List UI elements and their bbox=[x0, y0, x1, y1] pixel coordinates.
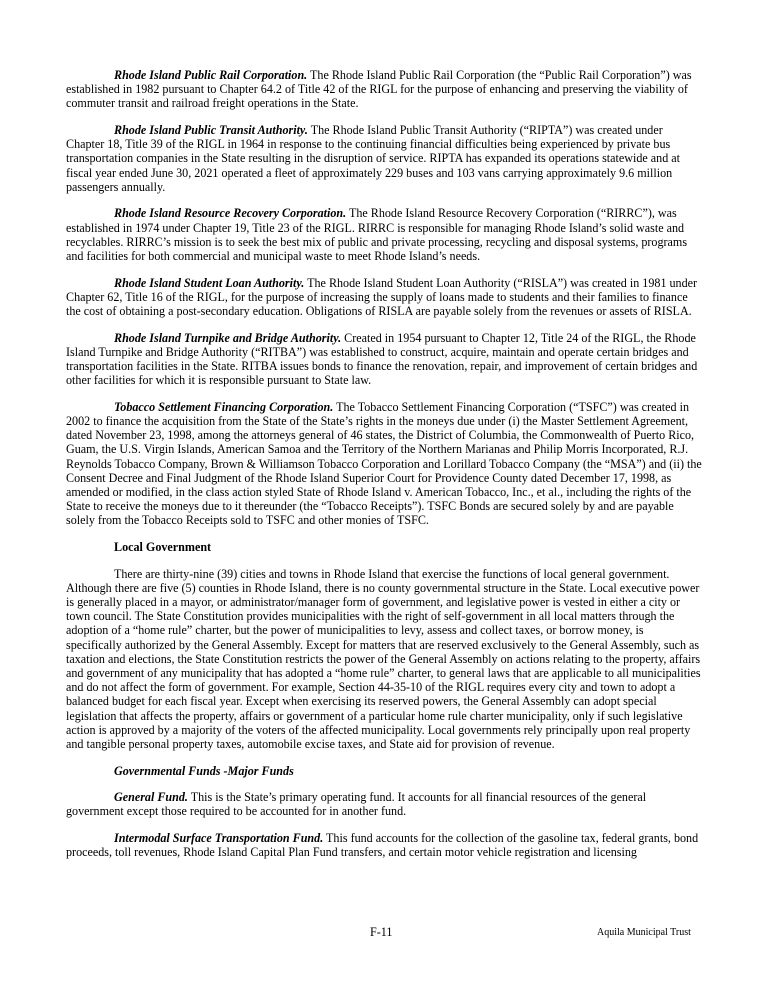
paragraph-text: The Rhode Island Public Transit Authority (“RIPTA”) was created under Chapter 18, Title 39 of the RIGL in 1964 in response to the continuing financial difficulties being experienced by private bus transportation companies in the State resulting in the disruption of service. RIPTA has expanded its operations statewide and at fiscal year ended June 30, 2021 operated a fleet of approximately 229 buses and 103 vans carrying approximately 9.6 million passengers annually. bbox=[66, 123, 680, 194]
paragraph-text: The Rhode Island Resource Recovery Corporation (“RIRRC”), was established in 1974 under Chapter 19, Title 23 of the RIGL. RIRRC is responsible for managing Rhode Island’s solid waste and recyclables. RIRRC’s mission is to seek the best mix of public and private processing, recycling and disposal systems, programs and facilities for both commercial and municipal waste to meet Rhode Island’s needs. bbox=[66, 206, 688, 264]
paragraph-lead: Rhode Island Public Transit Authority. bbox=[114, 123, 308, 137]
paragraph-turnpike-bridge-authority bbox=[66, 331, 702, 388]
paragraph-tobacco-settlement-financing bbox=[66, 400, 702, 528]
document-body bbox=[66, 68, 702, 872]
page-footer bbox=[0, 925, 768, 939]
section-heading-text: Governmental Funds -Major Funds bbox=[114, 763, 294, 778]
paragraph-lead: General Fund. bbox=[114, 790, 188, 805]
paragraph-lead: Rhode Island Resource Recovery Corporation. bbox=[114, 206, 347, 221]
paragraph-text: This is the State’s primary operating fund. It accounts for all financial resources of the general government except those required to be accounted for in another fund. bbox=[66, 790, 647, 819]
paragraph-lead: Tobacco Settlement Financing Corporation. bbox=[114, 399, 334, 414]
section-heading-text: Local Government bbox=[114, 540, 212, 555]
paragraph-text: This fund accounts for the collection of the gasoline tax, federal grants, bond proceeds, toll revenues, Rhode Island Capital Plan Fund transfers, and certain motor vehicle registration and licensing bbox=[66, 831, 699, 860]
paragraph-text: The Tobacco Settlement Financing Corporation (“TSFC”) was created in 2002 to finance the acquisition from the State of the State’s rights in the moneys due under (i) the Master Settlement Agreement, dated November 23, 1998, among the attorneys general of 46 states, the District of Columbia, the Commonwealth of Puerto Rico, Guam, the U.S. Virgin Islands, American Samoa and the Territory of the Northern Marianas and Philip Morris Incorporated, R.J. Reynolds Tobacco Company, Brown & Williamson Tobacco Corporation and Lorillard Tobacco Company (the “MSA”) and (ii) the Consent Decree and Final Judgment of the Rhode Island Superior Court for Providence County dated December 17, 1998, as amended or modified, in the class action styled State of Rhode Island v. American Tobacco, Inc., et al., including the rights of the State to receive the moneys due to it thereunder (the “Tobacco Receipts”). TSFC Bonds are secured solely by and are payable solely from the Tobacco Receipts sold to TSFC and other monies of TSFC. bbox=[66, 399, 702, 528]
paragraph-lead: Rhode Island Turnpike and Bridge Authority. bbox=[114, 330, 342, 345]
page-number: F-11 bbox=[370, 925, 393, 939]
paragraph-local-government bbox=[66, 567, 702, 752]
paragraph-lead: Rhode Island Public Rail Corporation. bbox=[114, 68, 308, 82]
paragraph-lead: Intermodal Surface Transportation Fund. bbox=[114, 831, 324, 846]
paragraph-lead: Rhode Island Student Loan Authority. bbox=[114, 275, 305, 290]
paragraph-text: The Rhode Island Student Loan Authority (“RISLA”) was created in 1981 under Chapter 62, Title 16 of the RIGL, for the purpose of increasing the supply of loans made to students and their families to finance the cost of obtaining a post-secondary education. Obligations of RISLA are payable solely from the revenues or assets of RISLA. bbox=[66, 275, 698, 319]
section-heading-local-government bbox=[66, 540, 702, 554]
paragraph-public-transit-authority bbox=[66, 123, 702, 194]
paragraph-student-loan-authority bbox=[66, 276, 702, 319]
paragraph-general-fund bbox=[66, 790, 702, 818]
section-heading-governmental-funds bbox=[66, 764, 702, 778]
paragraph-resource-recovery-corporation bbox=[66, 206, 702, 263]
paragraph-text: Created in 1954 pursuant to Chapter 12, Title 24 of the RIGL, the Rhode Island Turnpike and Bridge Authority (“RITBA”) was established to construct, acquire, maintain and operate certain bridges and transportation facilities in the State. RITBA issues bonds to finance the renovation, repair, and improvement of certain bridges and other facilities for which it is responsible pursuant to State law. bbox=[66, 330, 698, 388]
paragraph-public-rail-corporation bbox=[66, 68, 702, 111]
paragraph-intermodal-surface-transportation-fund bbox=[66, 831, 702, 859]
footer-fund-name: Aquila Municipal Trust bbox=[597, 927, 691, 938]
paragraph-text: The Rhode Island Public Rail Corporation (the “Public Rail Corporation”) was established in 1982 pursuant to Chapter 64.2 of Title 42 of the RIGL for the purpose of enhancing and preserving the viability of commuter transit and railroad freight operations in the State. bbox=[66, 68, 692, 111]
paragraph-text: There are thirty-nine (39) cities and towns in Rhode Island that exercise the functions of local general government. Although there are five (5) counties in Rhode Island, there is no county governmental structure in the State. Local executive power is generally placed in a mayor, or administrator/manager form of government, and legislative power is vested in either a city or town council. The State Constitution provides municipalities with the right of self-government in all local matters through the adoption of a “home rule” charter, but the power of municipalities to levy, assess and collect taxes, or borrow money, is specifically authorized by the General Assembly. Except for matters that are reserved exclusively to the General Assembly, such as taxation and elections, the State Constitution restricts the power of the General Assembly on actions relating to the property, affairs and government of any municipality that has adopted a “home rule” charter, to general laws that are applicable to all municipalities and do not affect the form of government. For example, Section 44-35-10 of the RIGL requires every city and town to adopt a balanced budget for each fiscal year. Except when exercising its reserved powers, the General Assembly can adopt special legislation that affects the property, affairs or government of a particular home rule charter municipality, only if such legislative action is approved by a majority of the voters of the affected municipality. Local governments rely principally upon real property and tangible personal property taxes, automobile excise taxes, and State aid for provision of revenue. bbox=[66, 566, 701, 752]
